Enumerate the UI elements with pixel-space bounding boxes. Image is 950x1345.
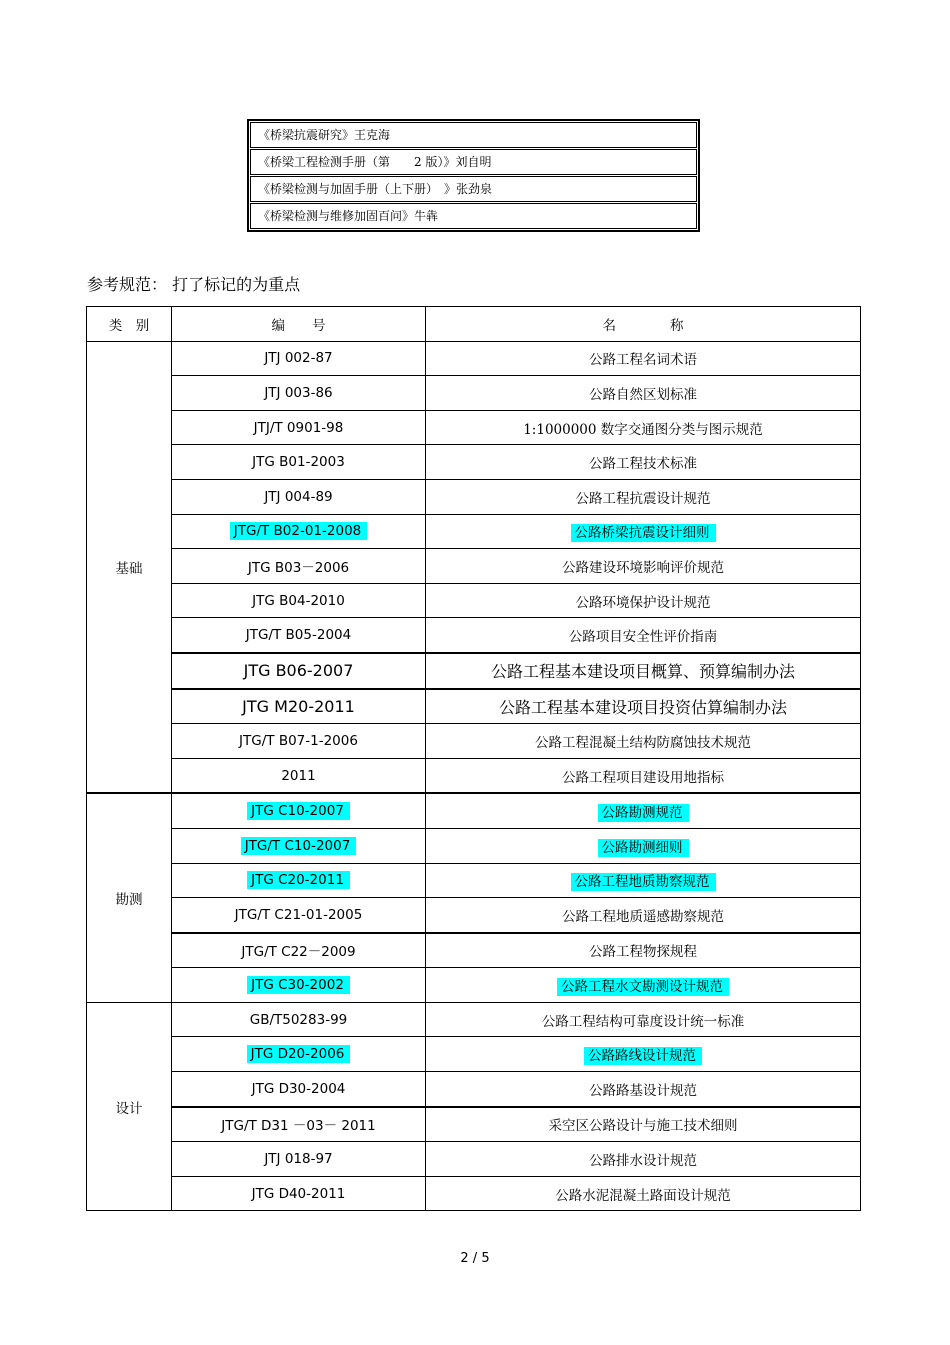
code-cell [172,724,426,759]
code-text: JTG/T B02-01-2008 [230,522,368,540]
code-cell [172,514,426,549]
name-text: 公路路线设计规范 [584,1047,702,1065]
code-cell [172,1142,426,1177]
table-row [87,898,861,933]
table-row [87,653,861,689]
code-text: JTG/T C22－2009 [241,944,356,961]
category-cell: 勘测 [87,793,172,1002]
table-row [87,758,861,793]
table-row [87,1037,861,1072]
name-text: 公路工程名词术语 [589,352,697,369]
category-cell: 基础 [87,341,172,793]
name-text: 公路排水设计规范 [589,1153,697,1170]
name-cell [426,653,861,689]
code-cell [172,1107,426,1142]
code-cell [172,583,426,618]
table-row [87,479,861,514]
code-text: JTG M20-2011 [242,696,355,716]
name-text: 公路桥梁抗震设计细则 [571,524,716,542]
code-cell [172,1037,426,1072]
code-text: JTG C20-2011 [247,871,350,889]
name-cell [426,479,861,514]
name-text: 公路环境保护设计规范 [575,594,711,611]
name-cell [426,1072,861,1107]
code-cell [172,410,426,445]
table-row [87,1142,861,1177]
reference-specs-caption: 参考规范： 打了标记的为重点 [87,275,301,294]
code-text: JTG/T B07-1-2006 [239,732,358,749]
name-text: 1:1000000 数字交通图分类与图示规范 [523,421,763,438]
name-text: 公路工程基本建设项目投资估算编制办法 [498,697,787,717]
name-text: 公路工程地质勘察规范 [571,873,716,891]
code-text: JTG B01-2003 [252,454,345,471]
code-text: JTG C30-2002 [247,976,350,994]
code-cell [172,793,426,828]
code-cell [172,1002,426,1037]
table-row [87,514,861,549]
table-row [87,689,861,724]
name-cell [426,514,861,549]
code-cell [172,898,426,933]
code-cell [172,341,426,376]
name-text: 公路工程结构可靠度设计统一标准 [541,1013,745,1030]
table-row [87,1176,861,1211]
table-row [87,828,861,863]
name-cell [426,1037,861,1072]
code-text: JTG B06-2007 [243,661,354,681]
code-text: JTG B03－2006 [247,559,350,576]
specification-table [86,306,861,1211]
name-cell [426,689,861,724]
code-text: JTJ 003-86 [264,384,333,401]
code-cell [172,1176,426,1211]
code-text: JTG/T D31 －03－ 2011 [221,1118,376,1135]
code-text: JTJ 002-87 [264,350,333,367]
book-item: 《桥梁工程检测手册（第 2 版）》刘自明 [250,149,697,175]
code-cell [172,618,426,653]
name-text: 公路水泥混凝土路面设计规范 [555,1187,731,1204]
name-text: 公路建设环境影响评价规范 [562,559,724,576]
name-cell [426,933,861,968]
code-text: JTJ 004-89 [264,488,333,505]
code-cell [172,653,426,689]
table-row [87,618,861,653]
name-cell [426,968,861,1003]
name-cell [426,445,861,480]
table-row [87,968,861,1003]
name-cell [426,549,861,584]
name-text: 公路勘测规范 [598,804,689,822]
name-cell [426,1002,861,1037]
name-text: 采空区公路设计与施工技术细则 [548,1118,738,1135]
code-text: JTG D40-2011 [251,1185,346,1202]
table-row [87,1107,861,1142]
table-row [87,1002,861,1037]
name-text: 公路工程基本建设项目概算、预算编制办法 [490,662,795,682]
table-row [87,724,861,759]
name-cell [426,898,861,933]
code-text: JTG D30-2004 [251,1080,346,1097]
code-text: JTG/T C21-01-2005 [234,906,363,923]
category-cell: 设计 [87,1002,172,1211]
code-cell [172,479,426,514]
header-category: 类 别 [87,307,172,342]
header-code: 编 号 [172,307,426,342]
name-cell [426,1107,861,1142]
book-item: 《桥梁抗震研究》王克海 [250,122,697,148]
name-cell [426,828,861,863]
code-text: JTG B04-2010 [252,592,345,609]
table-row [87,549,861,584]
name-text: 公路工程水文勘测设计规范 [557,978,729,996]
name-cell [426,1176,861,1211]
code-cell [172,376,426,411]
header-name: 名 称 [426,307,861,342]
code-cell [172,933,426,968]
code-cell [172,445,426,480]
name-text: 公路自然区划标准 [589,386,697,403]
name-text: 公路路基设计规范 [589,1082,697,1099]
table-row [87,1072,861,1107]
code-cell [172,549,426,584]
code-cell [172,1072,426,1107]
book-item: 《桥梁检测与维修加固百问》牛犇 [250,203,697,229]
name-text: 公路勘测细则 [598,839,689,857]
name-cell [426,583,861,618]
code-text: JTG D20-2006 [247,1045,351,1063]
code-cell [172,758,426,793]
table-row [87,793,861,828]
code-text: JTG C10-2007 [247,802,350,820]
table-row [87,341,861,376]
name-text: 公路工程项目建设用地指标 [562,769,724,786]
name-text: 公路工程混凝土结构防腐蚀技术规范 [535,734,751,751]
name-text: 公路项目安全性评价指南 [568,629,718,646]
name-cell [426,724,861,759]
name-cell [426,376,861,411]
code-text: JTJ/T 0901-98 [253,419,344,436]
name-cell [426,410,861,445]
code-text: JTJ 018-97 [264,1151,333,1168]
reference-books-box [247,119,700,232]
table-row [87,933,861,968]
table-row [87,445,861,480]
name-text: 公路工程地质遥感勘察规范 [562,908,724,925]
table-row [87,583,861,618]
name-text: 公路工程物探规程 [589,944,697,961]
code-text: JTG/T C10-2007 [241,837,357,855]
code-text: 2011 [281,767,316,784]
name-cell [426,793,861,828]
name-cell [426,618,861,653]
name-cell [426,863,861,898]
name-text: 公路工程技术标准 [589,456,697,473]
page-number: 2 / 5 [460,1251,490,1266]
code-cell [172,863,426,898]
code-cell [172,828,426,863]
table-row [87,376,861,411]
name-cell [426,1142,861,1177]
name-text: 公路工程抗震设计规范 [575,490,711,507]
code-text: JTG/T B05-2004 [245,627,352,644]
code-cell [172,689,426,724]
table-header-row [87,307,861,342]
code-cell [172,968,426,1003]
name-cell [426,758,861,793]
code-text: GB/T50283-99 [249,1011,348,1028]
name-cell [426,341,861,376]
book-item: 《桥梁检测与加固手册（上下册） 》张劲泉 [250,176,697,202]
table-row [87,410,861,445]
table-row [87,863,861,898]
